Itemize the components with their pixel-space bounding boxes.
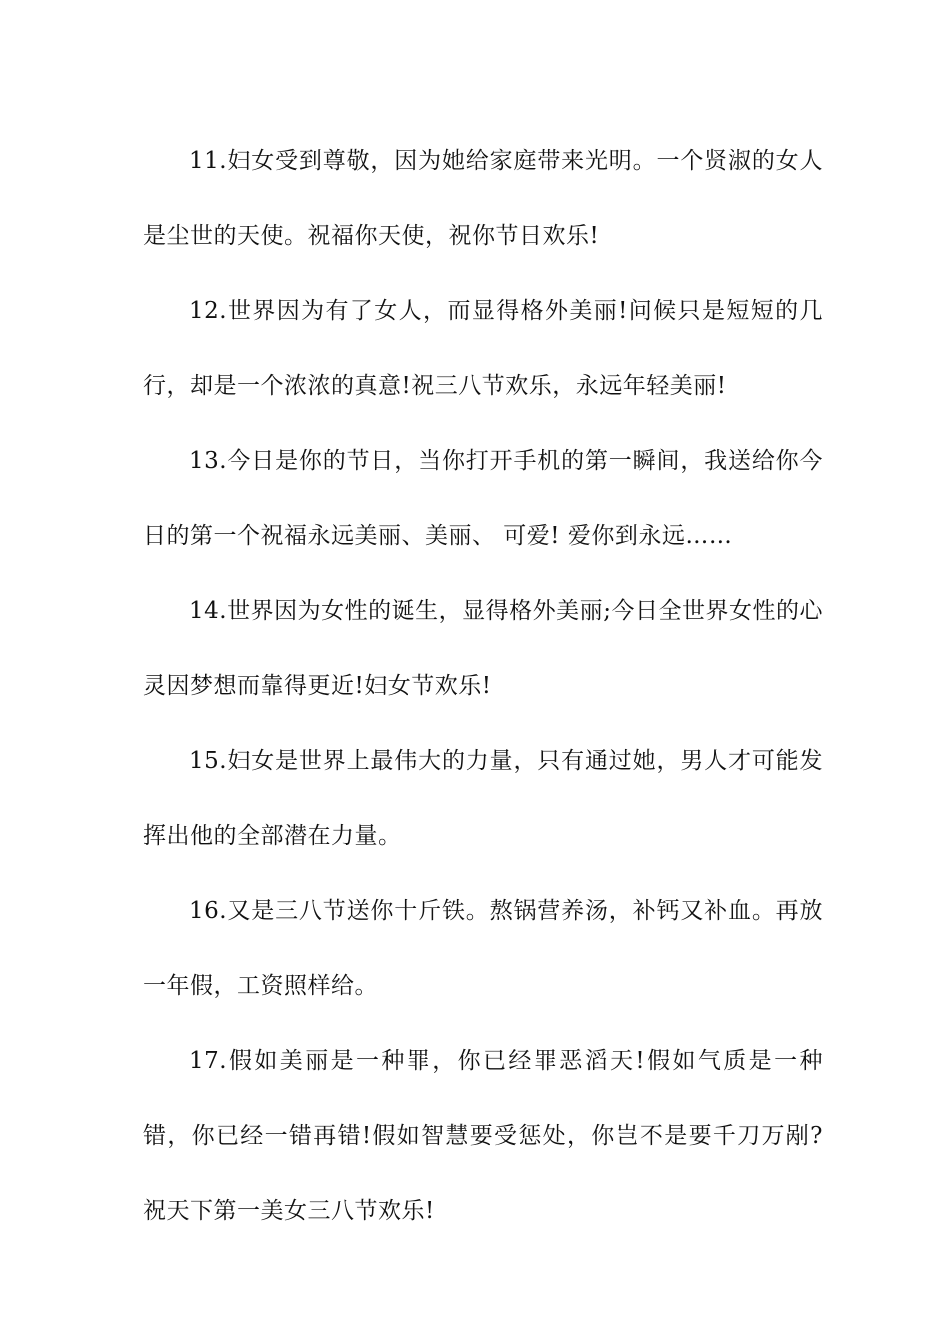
paragraph-12: 12.世界因为有了女人，而显得格外美丽!问候只是短短的几行，却是一个浓浓的真意!祝三八节欢乐，永远年轻美丽! [143, 298, 823, 399]
paragraph-15: 15.妇女是世界上最伟大的力量，只有通过她，男人才可能发挥出他的全部潜在力量。 [143, 748, 823, 849]
document-body [143, 124, 823, 1249]
paragraph-14: 14.世界因为女性的诞生，显得格外美丽;今日全世界女性的心灵因梦想而靠得更近!妇女节欢乐! [143, 598, 823, 699]
paragraph-17: 17.假如美丽是一种罪，你已经罪恶滔天!假如气质是一种错，你已经一错再错!假如智慧要受惩处，你岂不是要千刀万剐?祝天下第一美女三八节欢乐! [143, 1048, 823, 1224]
paragraph-13: 13.今日是你的节日，当你打开手机的第一瞬间，我送给你今日的第一个祝福永远美丽、美丽、 可爱! 爱你到永远…… [143, 448, 823, 549]
paragraph-16: 16.又是三八节送你十斤铁。熬锅营养汤，补钙又补血。再放一年假，工资照样给。 [143, 898, 823, 999]
paragraph-11: 11.妇女受到尊敬，因为她给家庭带来光明。一个贤淑的女人是尘世的天使。祝福你天使，祝你节日欢乐! [143, 148, 823, 249]
